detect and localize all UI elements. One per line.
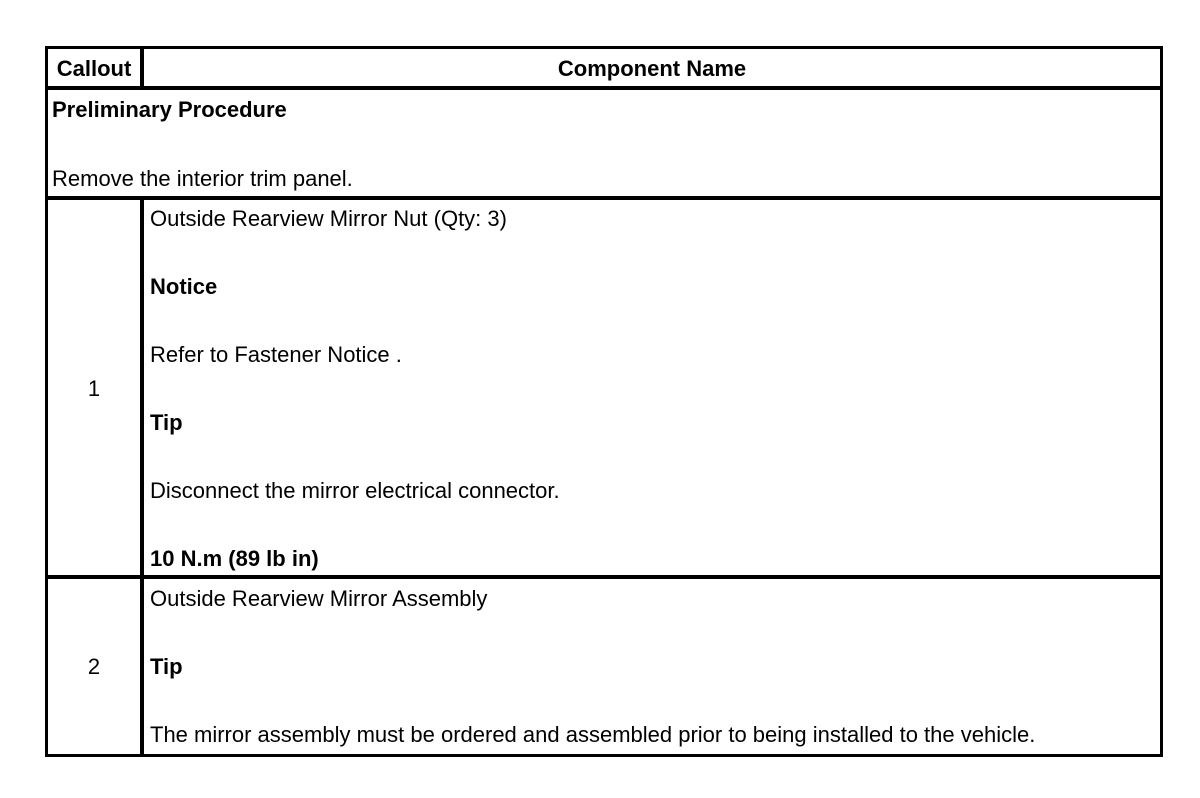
row1-bottom-border (45, 575, 1163, 579)
row1-torque: 10 N.m (89 lb in) (150, 546, 319, 571)
row2-callout: 2 (87, 654, 101, 679)
row2-tip-text: The mirror assembly must be ordered and assembled prior to being installed to the vehicle. (150, 722, 1036, 747)
rows-column-divider (140, 198, 144, 755)
preliminary-title: Preliminary Procedure (52, 97, 287, 122)
preliminary-bottom-border (45, 196, 1163, 200)
row2-component: Outside Rearview Mirror Assembly (150, 586, 488, 611)
row1-tip-heading: Tip (150, 410, 183, 435)
row1-callout: 1 (87, 376, 101, 401)
row2-tip-heading: Tip (150, 654, 183, 679)
row1-component: Outside Rearview Mirror Nut (Qty: 3) (150, 206, 507, 231)
header-callout: Callout (56, 56, 132, 81)
row1-tip-text: Disconnect the mirror electrical connector. (150, 478, 560, 503)
procedure-table (45, 46, 1163, 757)
header-bottom-border (45, 86, 1163, 90)
row1-notice-text: Refer to Fastener Notice . (150, 342, 402, 367)
header-component-name: Component Name (557, 56, 747, 81)
row1-notice-heading: Notice (150, 274, 218, 299)
preliminary-text: Remove the interior trim panel. (52, 166, 353, 191)
